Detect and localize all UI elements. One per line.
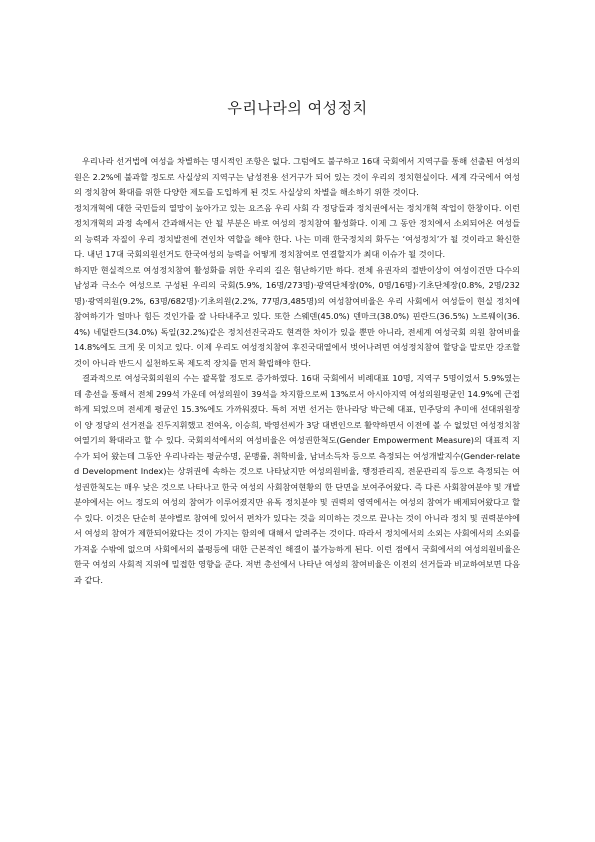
paragraph-election-results: 결과적으로 여성국회의원의 수는 괄목할 정도로 증가하였다. 16대 국회에서 비례대표 10명, 지역구 5명이었서 5.9%였는데 총선을 통해서 전체 299석 가운데 여성의원이 39석을 차지함으로써 13%로서 아시아지역 여성의원평균인 14.9%에 근접하게 되었으며 전세계 평균인 15.3%에도 가까워졌다. 특히 저번 선거는 한나라당 박근혜 대표, 민주당의 추미애 선대위원장이 양 정당의 선거전을 진두지휘했고 전여옥, 이승희, 박영선씨가 3당 대변인으로 활약하면서 이전에 볼 수 없었던 여성정치참여열기의 확대라고 할 수 있다. 국회의석에서의 여성비율은 여성권한척도(Gender Empowerment Measure)의 대표적 지수가 되어 왔는데 그동안 우리나라는 평균수명, 문맹률, 취학비율, 남녀소득차 등으로 측정되는 여성개발지수(Gender-related Development Index)는 상위권에 속하는 것으로 나타났지만 여성의원비율, 행정관리직, 전문관리직 등으로 측정되는 여성권한척도는 매우 낮은 것으로 나타나고 한국 여성의 사회참여현황의 한 단면을 보여주어왔다. 즉 다른 사회참여분야 및 개발분야에서는 어느 정도의 여성의 참여가 이루어졌지만 유독 정치분야 및 권력의 영역에서는 여성의 참여가 배제되어왔다고 할 수 있다. 이것은 단순히 분야별로 참여에 있어서 편차가 있다는 것을 의미하는 것으로 끝나는 것이 아니라 정치 및 권력분야에서 여성의 참여가 제한되어왔다는 것이 가지는 함의에 대해서 알려주는 것이다. 따라서 정치에서의 소외는 사회에서의 소외를 가져올 수밖에 없으며 사회에서의 불평등에 대한 근본적인 해결이 불가능하게 된다. 이런 점에서 국회에서의 여성의원비율은 한국 여성의 사회적 지위에 밀접한 영향을 준다. 저번 총선에서 나타난 여성의 참여비율은 이전의 선거들과 비교하여보면 다음과 같다.	[74, 373, 520, 585]
paragraph-intro: 우리나라 선거법에 여성을 차별하는 명시적인 조항은 없다. 그럼에도 불구하고 16대 국회에서 지역구를 통해 선출된 여성의원은 2.2%에 불과할 정도로 사실상의 지역구는 남성전용 선거구가 되어 있는 것이 우리의 정치현실이다. 세계 각국에서 여성의 정치참여 확대를 위한 다양한 제도를 도입하게 된 것도 사실상의 차별을 해소하기 위한 것이다.	[74, 156, 520, 197]
document-body	[74, 154, 520, 588]
paragraph-political-reform: 정치개혁에 대한 국민들의 열망이 높아가고 있는 요즈음 우리 사회 각 정당들과 정치권에서는 정치개혁 작업이 한창이다. 이런 정치개혁의 과정 속에서 간과해서는 안 될 부분은 바로 여성의 정치참여 활성화다. 이제 그 동안 정치에서 소외되어온 여성들의 능력과 자질이 우리 정치발전에 견인차 역할을 해야 한다. 나는 미래 한국정치의 화두는 ‘여성정치’가 될 것이라고 확신한다. 내년 17대 국회의원선거도 한국여성의 능력을 어떻게 정치참여로 연결할지가 최대 이슈가 될 것이다.	[74, 202, 520, 259]
document-title: 우리나라의 여성정치	[227, 99, 368, 117]
paragraph-participation-stats: 하지만 현실적으로 여성정치참여 활성화를 위한 우리의 길은 험난하기만 하다. 전체 유권자의 절반이상이 여성이건만 다수의 남성과 극소수 여성으로 구성된 우리의 국회(5.9%, 16명/273명)·광역단체장(0%, 0명/16명)·기초단체장(0.8%, 2명/232명)·광역의원(9.2%, 63명/682명)·기초의원(2.2%, 77명/3,485명)의 여성참여비율은 우리 사회에서 여성들이 현실 정치에 참여하기가 얼마나 힘든 것인가를 잘 나타내주고 있다. 또한 스웨덴(45.0%) 덴마크(38.0%) 핀란드(36.5%) 노르웨이(36.4%) 네덜란드(34.0%) 독일(32.2%)같은 정치선진국과도 현격한 차이가 있을 뿐만 아니라, 전세계 여성국회 의원 참여비율 14.8%에도 크게 못 미치고 있다. 이제 우리도 여성정치참여 후진국대열에서 벗어나려면 여성정치참여 할당을 말로만 강조할 것이 아니라 반드시 실천하도록 제도적 장치를 먼저 확립해야 한다.	[74, 264, 520, 368]
